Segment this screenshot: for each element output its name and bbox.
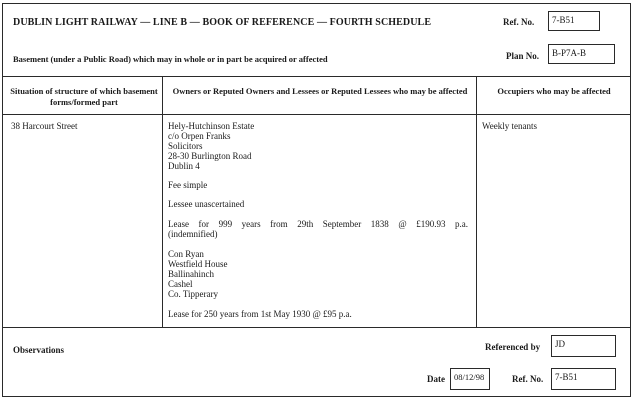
owner2-line: Con Ryan <box>168 249 204 259</box>
owner1-line: Solicitors <box>168 141 203 151</box>
schedule-sheet <box>2 3 631 397</box>
owner1-line: Hely-Hutchinson Estate <box>168 121 255 131</box>
owner1-line: c/o Orpen Franks <box>168 131 231 141</box>
ref-no-label: Ref. No. <box>503 17 535 27</box>
date-field[interactable]: 08/12/98 <box>450 368 490 390</box>
plan-no-field[interactable]: B-P7A-B <box>548 44 615 64</box>
footer-divider <box>3 327 630 328</box>
owner2-line: Ballinahinch <box>168 269 214 279</box>
column-header-occupiers: Occupiers who may be affected <box>497 86 611 96</box>
situation-cell: 38 Harcourt Street <box>11 121 78 131</box>
owner2-line: Cashel <box>168 279 193 289</box>
occupiers-cell: Weekly tenants <box>482 121 538 131</box>
lease2-text: Lease for 250 years from 1st May 1930 @ £95 p.a. <box>168 309 352 319</box>
referenced-by-label: Referenced by <box>485 342 541 352</box>
footer-ref-no-field[interactable]: 7-B51 <box>551 368 616 390</box>
owner2-line: Westfield House <box>168 259 228 269</box>
column-header-owners: Owners or Reputed Owners and Lessees or Reputed Lessees who may be affected <box>172 86 468 96</box>
owners-cell <box>168 121 468 319</box>
schedule-subtitle: Basement (under a Public Road) which may in whole or in part be acquired or affected <box>13 54 328 64</box>
document-title: DUBLIN LIGHT RAILWAY — LINE B — BOOK OF REFERENCE — FOURTH SCHEDULE <box>13 17 432 28</box>
tenure-text: Fee simple <box>168 180 208 190</box>
referenced-by-field[interactable]: JD <box>551 335 616 357</box>
footer-ref-no-label: Ref. No. <box>512 374 544 384</box>
lease1-line: (indemnified) <box>168 229 218 239</box>
column-divider-2 <box>476 76 477 327</box>
owner1-line: Dublin 4 <box>168 161 200 171</box>
lease1-line: Lease for 999 years from 29th September 1838 @ £190.93 p.a. <box>168 219 468 229</box>
column-header-situation: Situation of structure of which basement forms/formed part <box>10 86 158 107</box>
header-divider <box>3 76 630 77</box>
plan-no-label: Plan No. <box>506 51 540 61</box>
observations-label: Observations <box>13 345 65 355</box>
owner1-line: 28-30 Burlington Road <box>168 151 252 161</box>
date-label: Date <box>427 374 445 384</box>
ref-no-field[interactable]: 7-B51 <box>548 11 600 31</box>
lessee-text: Lessee unascertained <box>168 199 245 209</box>
column-header-divider <box>3 114 630 115</box>
column-divider-1 <box>162 76 163 327</box>
owner2-line: Co. Tipperary <box>168 289 219 299</box>
